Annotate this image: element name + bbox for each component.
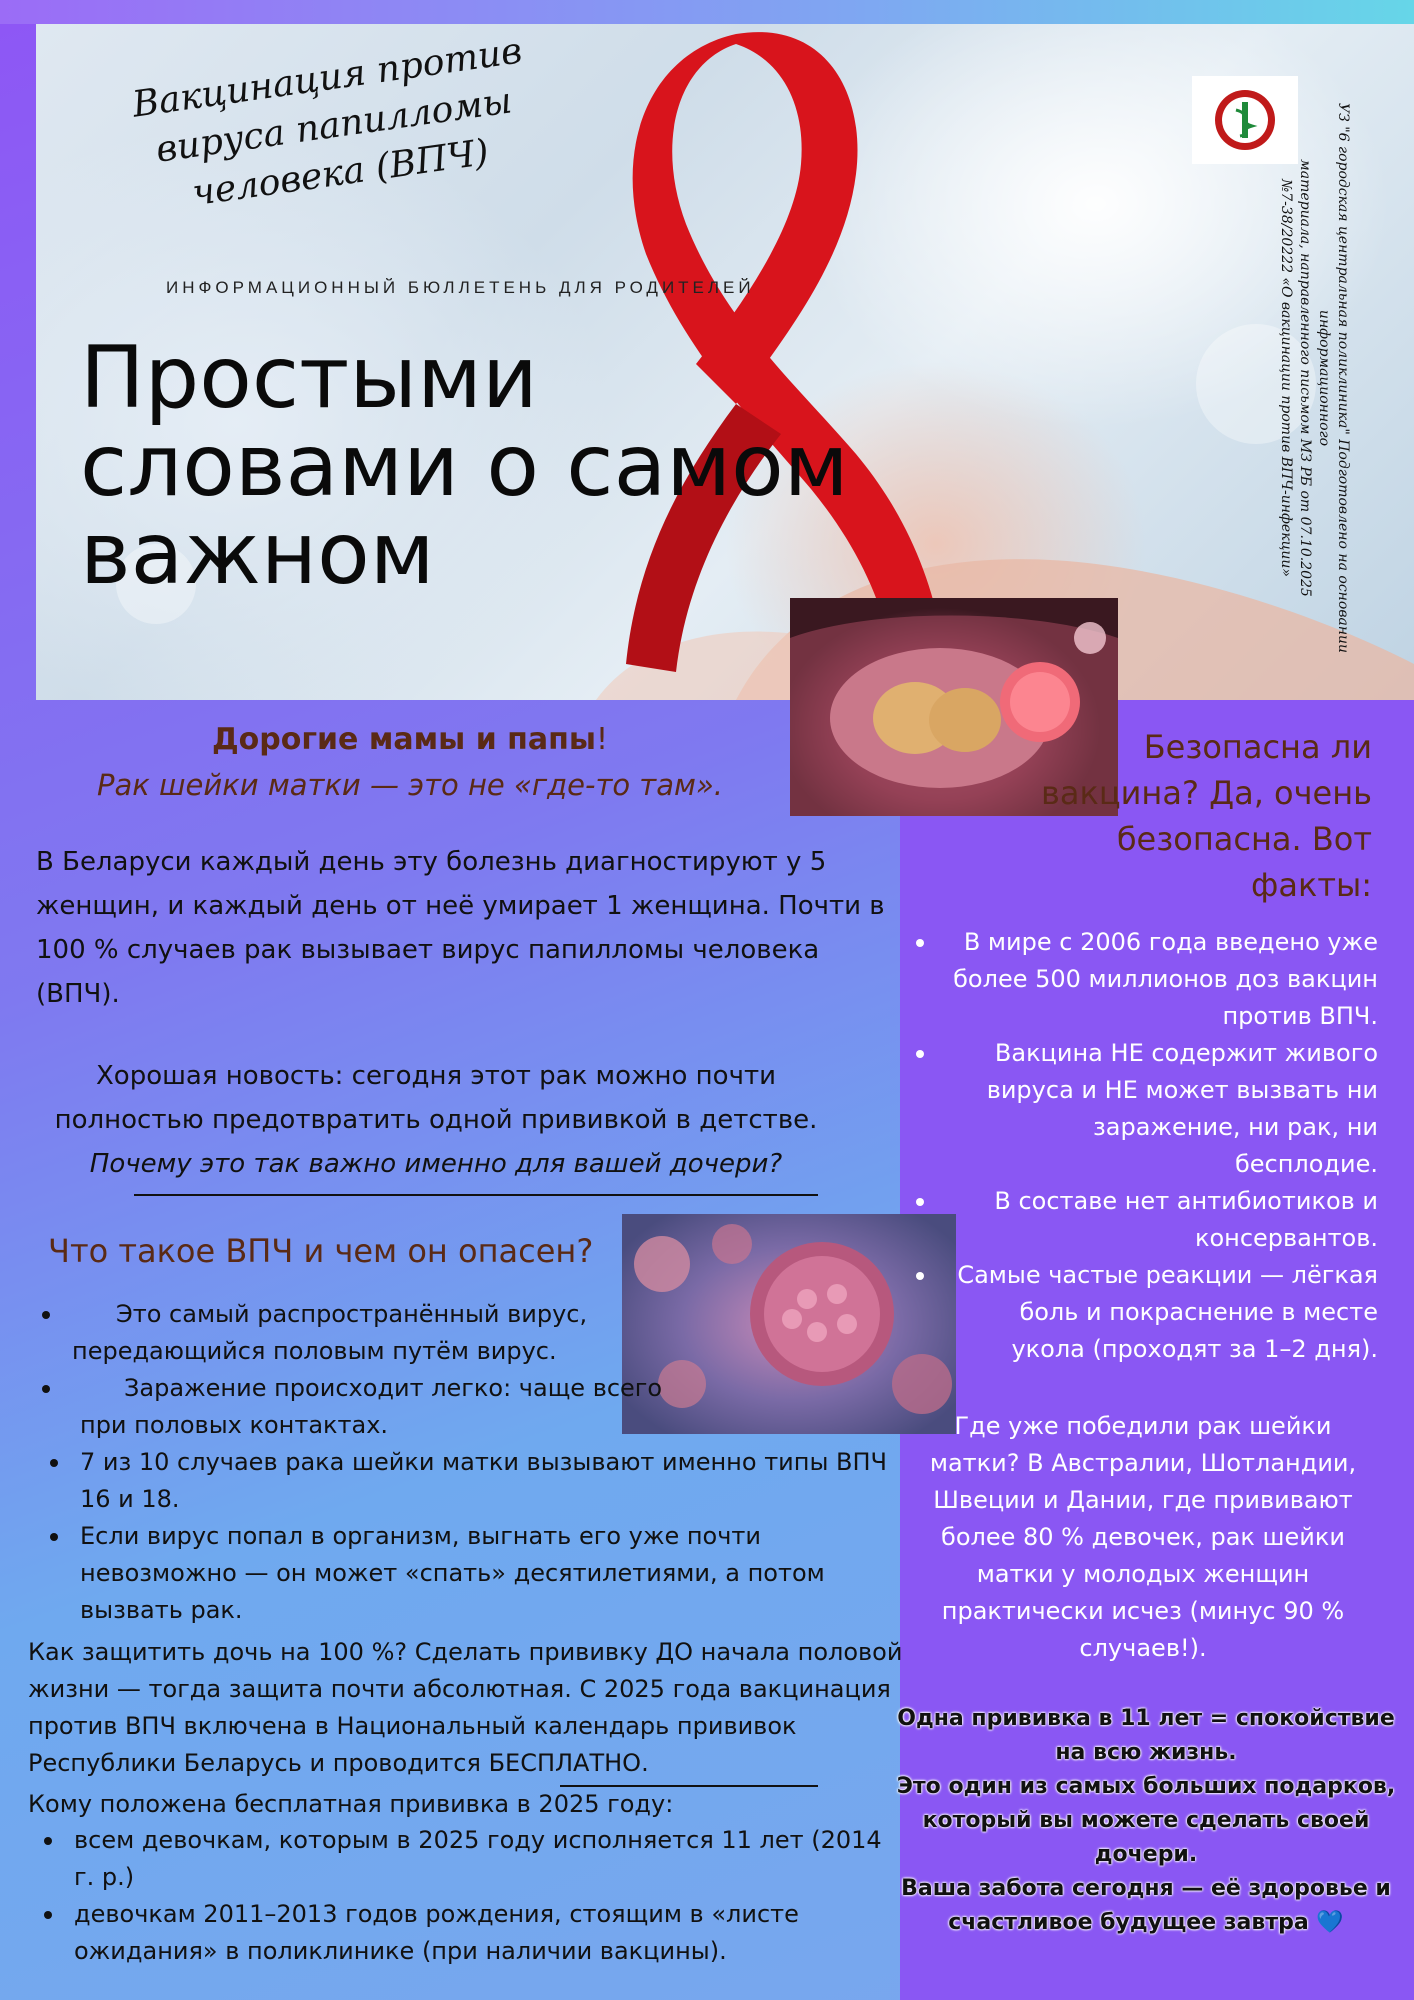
- list-item: [28, 1370, 904, 1444]
- greeting-title-text: Дорогие мамы и папы: [211, 722, 597, 757]
- list-item-text: Вакцина НЕ содержит живого вируса и НЕ может вызвать ни заражение, ни рак, ни бесплодие.: [986, 1039, 1378, 1178]
- closing-line-text: Ваша забота сегодня — её здоровье и счастливое будущее завтра: [901, 1876, 1391, 1935]
- source-note-line: УЗ "6 городская центральная поликлиника" Подготовлено на основании информационного: [1316, 102, 1351, 654]
- list-item: [28, 1444, 904, 1518]
- good-news-text: Хорошая новость: сегодня этот рак можно почти полностью предотвратить одной прививкой в детстве.: [54, 1061, 818, 1135]
- list-item-text: Это самый распространённый вирус, передающийся половым путём вирус.: [72, 1300, 588, 1365]
- list-item: [912, 1035, 1378, 1183]
- free-vaccination-list: [28, 1822, 904, 1970]
- safety-section-title: Безопасна ли вакцина? Да, очень безопасна. Вот факты:: [1041, 728, 1372, 904]
- intro-paragraph: В Беларуси каждый день эту болезнь диагностируют у 5 женщин, и каждый день от неё умирает 1 женщина. Почти в 100 % случаев рак вызывает вирус папилломы человека (ВПЧ).: [36, 847, 885, 1009]
- bullet-icon: [50, 1459, 58, 1467]
- bullet-icon: [42, 1385, 50, 1393]
- top-gradient-strip: [0, 0, 1414, 24]
- free-vaccination-title: Кому положена бесплатная прививка в 2025 году:: [28, 1790, 674, 1818]
- headline-line: Простыми: [80, 328, 538, 428]
- bullet-icon: [916, 939, 924, 947]
- closing-line: Это один из самых больших подарков, который вы можете сделать своей дочери.: [896, 1774, 1396, 1867]
- bullet-icon: [44, 1911, 52, 1919]
- hero-headline: [80, 328, 980, 604]
- list-item-text: 7 из 10 случаев рака шейки матки вызывают именно типы ВПЧ 16 и 18.: [80, 1448, 887, 1513]
- hpv-facts-list: [28, 1296, 904, 1629]
- closing-line: [896, 1872, 1396, 1940]
- bullet-icon: [44, 1837, 52, 1845]
- good-news-question: Почему это так важно именно для вашей дочери?: [89, 1149, 783, 1179]
- list-item-text: девочкам 2011–2013 годов рождения, стоящим в «листе ожидания» в поликлинике (при наличии вакцины).: [74, 1900, 799, 1965]
- list-item: [28, 1896, 904, 1970]
- closing-message: [896, 1702, 1396, 1940]
- list-item: [912, 1183, 1378, 1257]
- safety-facts-list: [912, 924, 1378, 1368]
- list-item: [912, 924, 1378, 1035]
- bullet-icon: [916, 1272, 924, 1280]
- good-news-block: [36, 1054, 836, 1186]
- bulletin-kicker: ИНФОРМАЦИОННЫЙ БЮЛЛЕТЕНЬ ДЛЯ РОДИТЕЛЕЙ: [166, 278, 755, 297]
- greeting-exclamation: !: [596, 722, 609, 757]
- success-countries-paragraph: Где уже победили рак шейки матки? В Австралии, Шотландии, Швеции и Дании, где прививают более 80 % девочек, рак шейки матки у молодых женщин практически исчез (минус 90 % случаев!).: [929, 1412, 1357, 1662]
- source-note-line: №7-38/20222 «О вакцинации против ВПЧ-инфекции»: [1278, 179, 1294, 577]
- hero-banner: [36, 24, 1414, 700]
- headline-line: словами о самом: [80, 416, 849, 516]
- protect-paragraph: Как защитить дочь на 100 %? Сделать прививку ДО начала половой жизни — тогда защита почти абсолютная. С 2025 года вакцинация против ВПЧ включена в Национальный календарь прививок Республики Беларусь и проводится БЕСПЛАТНО.: [28, 1638, 903, 1777]
- divider-line: [134, 1194, 818, 1196]
- source-note-vertical: [1278, 48, 1352, 700]
- bullet-icon: [42, 1311, 50, 1319]
- list-item-text: Если вирус попал в организм, выгнать его уже почти невозможно — он может «спать» десятилетиями, а потом вызвать рак.: [80, 1522, 825, 1624]
- list-item: [28, 1296, 904, 1370]
- script-title: Вакцинация против вируса папилломы человека (ВПЧ): [129, 30, 525, 215]
- list-item: [28, 1822, 904, 1896]
- list-item-text: В составе нет антибиотиков и консервантов.: [994, 1187, 1378, 1252]
- heart-icon: 💙: [1316, 1910, 1344, 1935]
- list-item-text: Самые частые реакции — лёгкая боль и покраснение в месте укола (проходят за 1–2 дня).: [957, 1261, 1378, 1363]
- bullet-icon: [50, 1533, 58, 1541]
- greeting-subtitle: Рак шейки матки — это не «где-то там».: [97, 768, 723, 802]
- bullet-icon: [916, 1050, 924, 1058]
- list-item: [912, 1257, 1378, 1368]
- list-item-text: всем девочкам, которым в 2025 году исполняется 11 лет (2014 г. р.): [74, 1826, 882, 1891]
- list-item: [28, 1518, 904, 1629]
- list-item-text: В мире с 2006 года введено уже более 500 миллионов доз вакцин против ВПЧ.: [953, 928, 1378, 1030]
- bullet-icon: [916, 1198, 924, 1206]
- source-note-line: материала, направленного письмом МЗ РБ от 07.10.2025: [1297, 159, 1313, 597]
- headline-line: важном: [80, 504, 435, 604]
- closing-line: Одна прививка в 11 лет = спокойствие на всю жизнь.: [897, 1706, 1395, 1765]
- hpv-section-title: Что такое ВПЧ и чем он опасен?: [48, 1232, 594, 1270]
- greeting-title: [30, 722, 790, 757]
- list-item-text: Заражение происходит легко: чаще всего при половых контактах.: [80, 1374, 663, 1439]
